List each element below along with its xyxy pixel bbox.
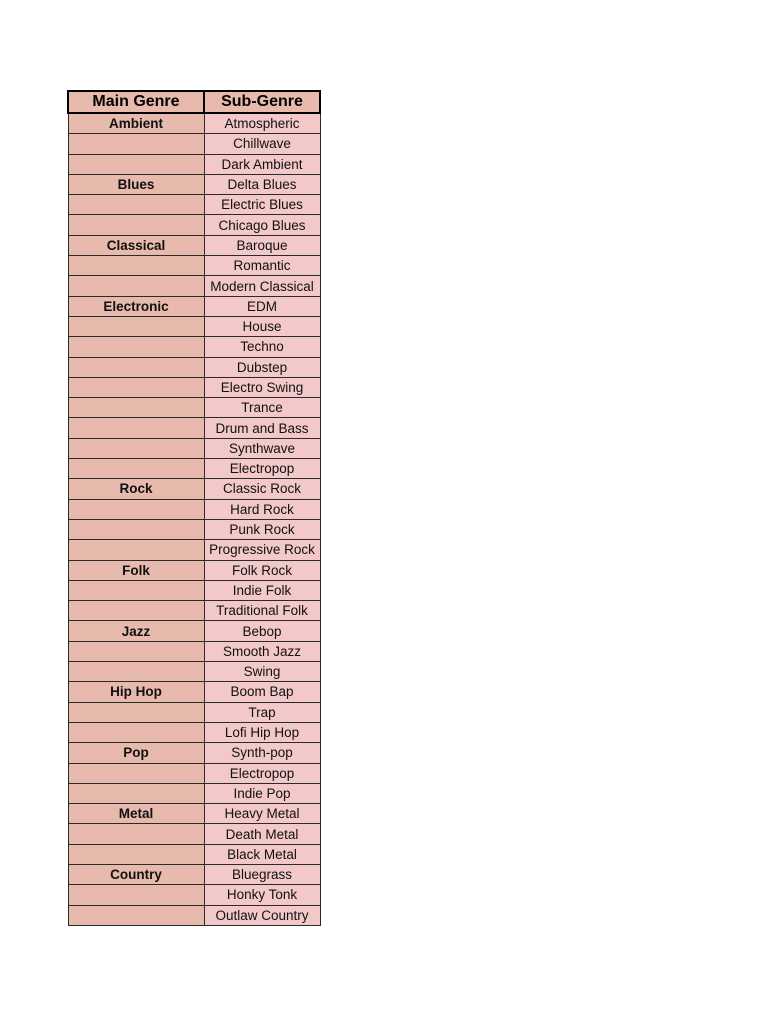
main-genre-cell[interactable] [68, 844, 204, 864]
table-row [68, 783, 320, 803]
sub-genre-cell[interactable]: Bebop [204, 621, 320, 641]
sub-genre-cell[interactable]: Dubstep [204, 357, 320, 377]
table-row [68, 235, 320, 255]
table-row [68, 722, 320, 742]
table-row [68, 702, 320, 722]
sub-genre-cell[interactable]: Punk Rock [204, 519, 320, 539]
table-row [68, 357, 320, 377]
table-row [68, 864, 320, 884]
sub-genre-cell[interactable]: Synth-pop [204, 743, 320, 763]
spreadsheet-page [67, 90, 321, 926]
sub-genre-cell[interactable]: Electropop [204, 763, 320, 783]
main-genre-header[interactable]: Main Genre [68, 91, 204, 113]
table-row [68, 621, 320, 641]
sub-genre-cell[interactable]: Modern Classical [204, 276, 320, 296]
table-row [68, 479, 320, 499]
main-genre-cell[interactable] [68, 134, 204, 154]
header-row [68, 91, 320, 113]
main-genre-cell[interactable]: Folk [68, 560, 204, 580]
sub-genre-cell[interactable]: Lofi Hip Hop [204, 722, 320, 742]
table-row [68, 641, 320, 661]
sub-genre-cell[interactable]: Bluegrass [204, 864, 320, 884]
main-genre-cell[interactable]: Metal [68, 804, 204, 824]
main-genre-cell[interactable] [68, 722, 204, 742]
sub-genre-cell[interactable]: Boom Bap [204, 682, 320, 702]
table-row [68, 662, 320, 682]
main-genre-cell[interactable] [68, 418, 204, 438]
table-row [68, 134, 320, 154]
table-row [68, 459, 320, 479]
sub-genre-cell[interactable]: Indie Folk [204, 580, 320, 600]
main-genre-cell[interactable] [68, 601, 204, 621]
table-row [68, 418, 320, 438]
sub-genre-cell[interactable]: Trance [204, 398, 320, 418]
table-row [68, 519, 320, 539]
main-genre-cell[interactable] [68, 154, 204, 174]
main-genre-cell[interactable]: Country [68, 864, 204, 884]
table-row [68, 885, 320, 905]
table-row [68, 377, 320, 397]
sub-genre-cell[interactable]: Electropop [204, 459, 320, 479]
sub-genre-cell[interactable]: Drum and Bass [204, 418, 320, 438]
sub-genre-cell[interactable]: Heavy Metal [204, 804, 320, 824]
main-genre-cell[interactable] [68, 662, 204, 682]
main-genre-cell[interactable] [68, 316, 204, 336]
sub-genre-cell[interactable]: House [204, 316, 320, 336]
table-row [68, 113, 320, 134]
main-genre-cell[interactable] [68, 459, 204, 479]
main-genre-cell[interactable] [68, 783, 204, 803]
sub-genre-cell[interactable]: Synthwave [204, 438, 320, 458]
main-genre-cell[interactable] [68, 499, 204, 519]
main-genre-cell[interactable]: Classical [68, 235, 204, 255]
sub-genre-cell[interactable]: Folk Rock [204, 560, 320, 580]
sub-genre-cell[interactable]: EDM [204, 296, 320, 316]
table-row [68, 337, 320, 357]
main-genre-cell[interactable]: Jazz [68, 621, 204, 641]
sub-genre-cell[interactable]: Romantic [204, 256, 320, 276]
sub-genre-cell[interactable]: Honky Tonk [204, 885, 320, 905]
table-row [68, 398, 320, 418]
sub-genre-cell[interactable]: Hard Rock [204, 499, 320, 519]
main-genre-cell[interactable] [68, 641, 204, 661]
table-row [68, 215, 320, 235]
sub-genre-cell[interactable]: Progressive Rock [204, 540, 320, 560]
table-row [68, 743, 320, 763]
main-genre-cell[interactable] [68, 438, 204, 458]
sub-genre-cell[interactable]: Electro Swing [204, 377, 320, 397]
table-row [68, 560, 320, 580]
main-genre-cell[interactable]: Rock [68, 479, 204, 499]
main-genre-cell[interactable] [68, 519, 204, 539]
sub-genre-cell[interactable]: Baroque [204, 235, 320, 255]
main-genre-cell[interactable] [68, 377, 204, 397]
main-genre-cell[interactable] [68, 702, 204, 722]
table-row [68, 438, 320, 458]
table-row [68, 844, 320, 864]
table-row [68, 174, 320, 194]
sub-genre-cell[interactable]: Chillwave [204, 134, 320, 154]
sub-genre-cell[interactable]: Traditional Folk [204, 601, 320, 621]
sub-genre-cell[interactable]: Outlaw Country [204, 905, 320, 925]
main-genre-cell[interactable] [68, 885, 204, 905]
table-row [68, 296, 320, 316]
sub-genre-cell[interactable]: Techno [204, 337, 320, 357]
table-row [68, 499, 320, 519]
main-genre-cell[interactable] [68, 276, 204, 296]
sub-genre-cell[interactable]: Dark Ambient [204, 154, 320, 174]
sub-genre-cell[interactable]: Death Metal [204, 824, 320, 844]
main-genre-cell[interactable]: Electronic [68, 296, 204, 316]
table-row [68, 316, 320, 336]
table-body [68, 113, 320, 925]
main-genre-cell[interactable]: Blues [68, 174, 204, 194]
sub-genre-cell[interactable]: Smooth Jazz [204, 641, 320, 661]
table-row [68, 195, 320, 215]
table-row [68, 580, 320, 600]
main-genre-cell[interactable] [68, 824, 204, 844]
table-row [68, 905, 320, 925]
table-row [68, 276, 320, 296]
sub-genre-header[interactable]: Sub-Genre [204, 91, 320, 113]
table-row [68, 804, 320, 824]
table-row [68, 824, 320, 844]
main-genre-cell[interactable] [68, 195, 204, 215]
table-row [68, 256, 320, 276]
sub-genre-cell[interactable]: Indie Pop [204, 783, 320, 803]
sub-genre-cell[interactable]: Trap [204, 702, 320, 722]
sub-genre-cell[interactable]: Delta Blues [204, 174, 320, 194]
table-row [68, 154, 320, 174]
main-genre-cell[interactable] [68, 256, 204, 276]
sub-genre-cell[interactable]: Swing [204, 662, 320, 682]
main-genre-cell[interactable]: Pop [68, 743, 204, 763]
sub-genre-cell[interactable]: Atmospheric [204, 113, 320, 134]
main-genre-cell[interactable] [68, 398, 204, 418]
table-row [68, 682, 320, 702]
sub-genre-cell[interactable]: Classic Rock [204, 479, 320, 499]
sub-genre-cell[interactable]: Black Metal [204, 844, 320, 864]
genre-table [67, 90, 321, 926]
sub-genre-cell[interactable]: Electric Blues [204, 195, 320, 215]
table-row [68, 601, 320, 621]
main-genre-cell[interactable] [68, 905, 204, 925]
main-genre-cell[interactable] [68, 763, 204, 783]
main-genre-cell[interactable]: Ambient [68, 113, 204, 134]
table-row [68, 763, 320, 783]
main-genre-cell[interactable] [68, 215, 204, 235]
main-genre-cell[interactable] [68, 540, 204, 560]
main-genre-cell[interactable] [68, 580, 204, 600]
main-genre-cell[interactable] [68, 337, 204, 357]
main-genre-cell[interactable] [68, 357, 204, 377]
sub-genre-cell[interactable]: Chicago Blues [204, 215, 320, 235]
main-genre-cell[interactable]: Hip Hop [68, 682, 204, 702]
table-row [68, 540, 320, 560]
